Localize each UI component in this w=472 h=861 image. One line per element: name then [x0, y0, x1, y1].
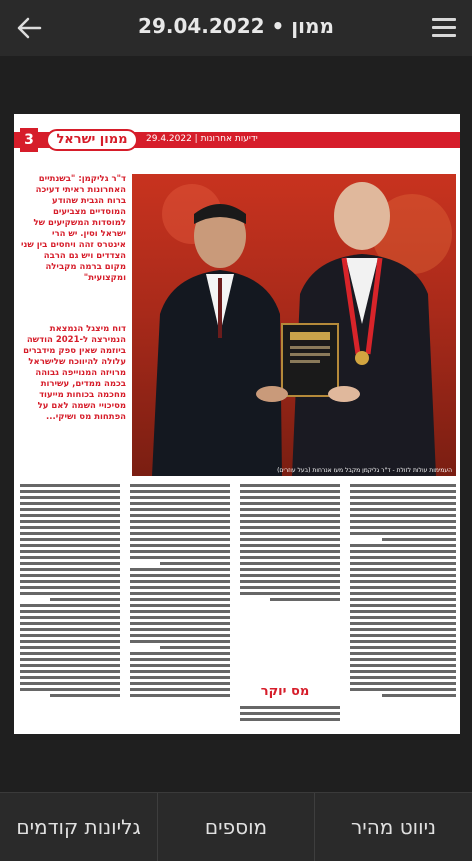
article-column: [350, 484, 456, 728]
page-number: 3: [20, 128, 38, 152]
supplements-tab[interactable]: מוספים: [204, 815, 268, 839]
hamburger-menu-icon: [432, 18, 456, 21]
article-columns: [20, 484, 456, 728]
handshake-photo: [132, 174, 456, 476]
photo-caption: העמימות עולות לזולת - ד"ר גליקמן מקבל מעו אנרחות (בעל עוזרים): [277, 467, 452, 474]
newspaper-page[interactable]: [14, 114, 460, 734]
article-photo: [132, 174, 456, 476]
article-subhead: מס יוקר: [260, 684, 310, 699]
section-logo: ממון ישראל: [46, 129, 138, 151]
menu-button[interactable]: [432, 18, 456, 38]
bottom-nav: [0, 792, 472, 861]
issue-title: 29.04.2022 • ממון: [138, 14, 334, 38]
pull-quote-secondary: דוח מיצגל הנמצאת הנמירצה ל-2021 הודשה ביוזמה שאין ספק מידברים עלולה להיווכח שלישראל מרויזה המנוייפה גבוהה בכמה ממדים, עשירות מחכמה בכוחות מייעוד מסיכויי השמה לאם על הפתחות מס ושיקי...: [23, 324, 126, 422]
section-date: ידיעות אחרונות | 29.4.2022: [146, 134, 258, 144]
previous-issues-tab[interactable]: גליונות קודמים: [16, 815, 141, 839]
quick-nav-tab[interactable]: ניווט מהיר: [350, 815, 437, 839]
pull-quote: ד"ר גליקמן: "בשנתיים האחרונות ראיתי דעיכה ברוח הגבית שהודע המוסדיים מצביעים למוסדות המשקיעים של ישראל וסין. יש הרי אינטרס זהה ויחסים בין שני הצדדים ויש גם הרבה מקום ברמה מקבילה ומקצועית": [21, 174, 126, 283]
article-column: [20, 484, 120, 728]
article-column: [130, 484, 230, 728]
top-bar: [0, 0, 472, 56]
article-column: [240, 706, 340, 728]
masthead: [14, 128, 460, 152]
